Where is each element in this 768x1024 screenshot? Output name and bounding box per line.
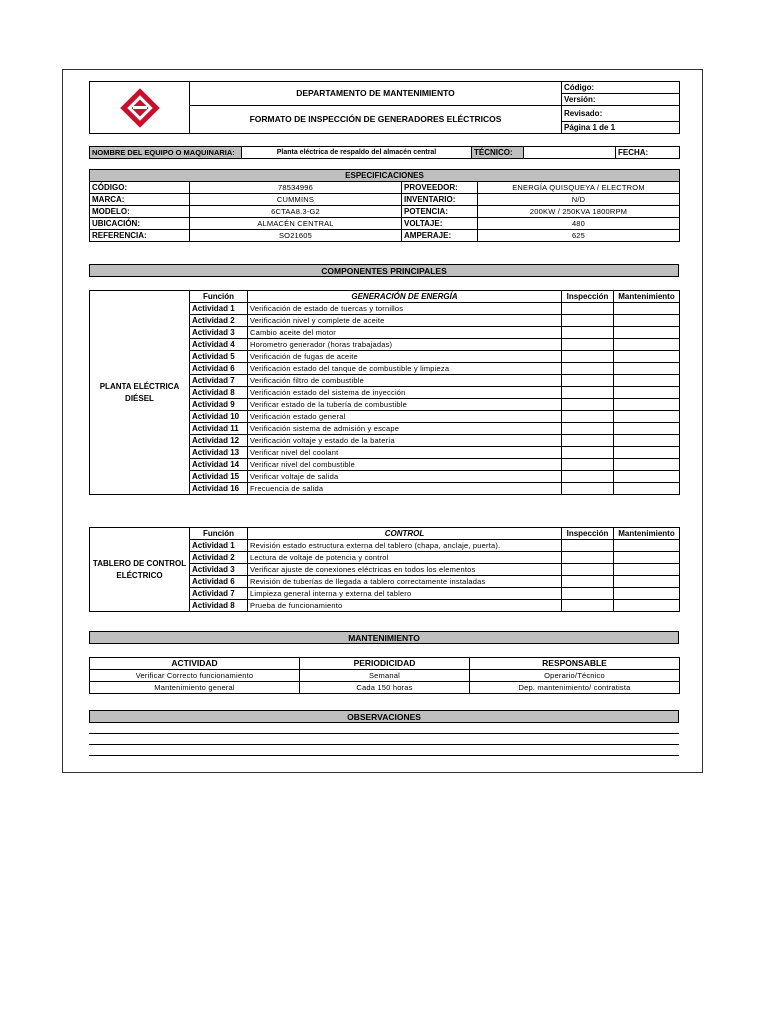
spec-row bbox=[90, 206, 680, 218]
mantenimiento-check-cell[interactable] bbox=[614, 540, 680, 552]
spec-label: MODELO: bbox=[90, 206, 190, 218]
department-title: DEPARTAMENTO DE MANTENIMIENTO bbox=[190, 82, 562, 106]
mantenimiento-check-cell[interactable] bbox=[614, 327, 680, 339]
mantenimiento-column-header: ACTIVIDAD bbox=[90, 658, 300, 670]
activity-label: Actividad 6 bbox=[190, 363, 248, 375]
planta-mantenimiento-header: Mantenimiento bbox=[614, 291, 680, 303]
tablero-mantenimiento-header: Mantenimiento bbox=[614, 528, 680, 540]
activity-description: Verificación filtro de combustible bbox=[248, 375, 562, 387]
inspection-form bbox=[62, 69, 703, 773]
activity-description: Prueba de funcionamiento bbox=[248, 600, 562, 612]
activity-description: Verificar voltaje de salida bbox=[248, 471, 562, 483]
inspeccion-check-cell[interactable] bbox=[562, 351, 614, 363]
inspeccion-check-cell[interactable] bbox=[562, 471, 614, 483]
mantenimiento-check-cell[interactable] bbox=[614, 435, 680, 447]
activity-label: Actividad 8 bbox=[190, 387, 248, 399]
activity-label: Actividad 1 bbox=[190, 303, 248, 315]
mantenimiento-cell: Cada 150 horas bbox=[300, 682, 470, 694]
mantenimiento-check-cell[interactable] bbox=[614, 588, 680, 600]
inspeccion-check-cell[interactable] bbox=[562, 315, 614, 327]
mantenimiento-check-cell[interactable] bbox=[614, 411, 680, 423]
activity-label: Actividad 16 bbox=[190, 483, 248, 495]
mantenimiento-check-cell[interactable] bbox=[614, 351, 680, 363]
activity-label: Actividad 12 bbox=[190, 435, 248, 447]
activity-label: Actividad 15 bbox=[190, 471, 248, 483]
activity-description: Verificación nivel y complete de aceite bbox=[248, 315, 562, 327]
inspeccion-check-cell[interactable] bbox=[562, 459, 614, 471]
spec-value: SO21605 bbox=[190, 230, 402, 242]
inspeccion-check-cell[interactable] bbox=[562, 552, 614, 564]
mantenimiento-check-cell[interactable] bbox=[614, 483, 680, 495]
activity-description: Horometro generador (horas trabajadas) bbox=[248, 339, 562, 351]
mantenimiento-check-cell[interactable] bbox=[614, 363, 680, 375]
inspeccion-check-cell[interactable] bbox=[562, 399, 614, 411]
spec-row bbox=[90, 182, 680, 194]
mantenimiento-check-cell[interactable] bbox=[614, 552, 680, 564]
planta-funcion-header: Función bbox=[190, 291, 248, 303]
activity-label: Actividad 13 bbox=[190, 447, 248, 459]
form-title: FORMATO DE INSPECCIÓN DE GENERADORES ELÉCTRICOS bbox=[190, 106, 562, 134]
equipment-name-value: Planta eléctrica de respaldo del almacén central bbox=[242, 147, 472, 159]
logo-cell bbox=[90, 82, 190, 134]
spec-row bbox=[90, 218, 680, 230]
observaciones-line[interactable] bbox=[89, 745, 679, 756]
tablero-funcion-header: Función bbox=[190, 528, 248, 540]
mantenimiento-table bbox=[89, 657, 679, 694]
inspeccion-check-cell[interactable] bbox=[562, 423, 614, 435]
activity-label: Actividad 14 bbox=[190, 459, 248, 471]
observaciones-lines[interactable] bbox=[89, 723, 679, 756]
specs-section bbox=[89, 169, 679, 242]
mantenimiento-check-cell[interactable] bbox=[614, 447, 680, 459]
tecnico-label: TÉCNICO: bbox=[472, 147, 524, 159]
spec-value: 480 bbox=[478, 218, 680, 230]
mantenimiento-check-cell[interactable] bbox=[614, 387, 680, 399]
inspeccion-check-cell[interactable] bbox=[562, 387, 614, 399]
tablero-inspeccion-header: Inspección bbox=[562, 528, 614, 540]
spec-value: CUMMINS bbox=[190, 194, 402, 206]
activity-description: Verificación estado general bbox=[248, 411, 562, 423]
mantenimiento-check-cell[interactable] bbox=[614, 303, 680, 315]
spec-label: CÓDIGO: bbox=[90, 182, 190, 194]
inspeccion-check-cell[interactable] bbox=[562, 588, 614, 600]
spec-label: PROVEEDOR: bbox=[402, 182, 478, 194]
activity-description: Verificar nivel del coolant bbox=[248, 447, 562, 459]
observaciones-title: OBSERVACIONES bbox=[89, 710, 679, 723]
mantenimiento-check-cell[interactable] bbox=[614, 375, 680, 387]
inspeccion-check-cell[interactable] bbox=[562, 327, 614, 339]
mantenimiento-header-row bbox=[90, 658, 680, 670]
inspeccion-check-cell[interactable] bbox=[562, 483, 614, 495]
mantenimiento-check-cell[interactable] bbox=[614, 471, 680, 483]
spec-value: N/D bbox=[478, 194, 680, 206]
mantenimiento-title: MANTENIMIENTO bbox=[89, 631, 679, 644]
activity-description: Revisión estado estructura externa del tablero (chapa, anclaje, puerta). bbox=[248, 540, 562, 552]
mantenimiento-column-header: RESPONSABLE bbox=[470, 658, 680, 670]
mantenimiento-cell: Dep. mantenimiento/ contratista bbox=[470, 682, 680, 694]
equipment-name-label: NOMBRE DEL EQUIPO O MAQUINARIA: bbox=[90, 147, 242, 159]
activity-label: Actividad 2 bbox=[190, 552, 248, 564]
mantenimiento-cell: Operario/Técnico bbox=[470, 670, 680, 682]
planta-section-header: GENERACIÓN DE ENERGÍA bbox=[248, 291, 562, 303]
activity-description: Verificación estado del sistema de inyección bbox=[248, 387, 562, 399]
activity-description: Verificación voltaje y estado de la batería bbox=[248, 435, 562, 447]
spec-value: 6CTAA8.3-G2 bbox=[190, 206, 402, 218]
planta-section bbox=[89, 290, 679, 495]
activity-label: Actividad 10 bbox=[190, 411, 248, 423]
revisado-label: Revisado: bbox=[562, 106, 680, 122]
spec-label: INVENTARIO: bbox=[402, 194, 478, 206]
tablero-section-header: CONTROL bbox=[248, 528, 562, 540]
activity-description: Limpieza general interna y externa del tablero bbox=[248, 588, 562, 600]
mantenimiento-column-header: PERIODICIDAD bbox=[300, 658, 470, 670]
observaciones-line[interactable] bbox=[89, 734, 679, 745]
mantenimiento-check-cell[interactable] bbox=[614, 315, 680, 327]
inspeccion-check-cell[interactable] bbox=[562, 339, 614, 351]
activity-description: Cambio aceite del motor bbox=[248, 327, 562, 339]
mantenimiento-check-cell[interactable] bbox=[614, 600, 680, 612]
inspeccion-check-cell[interactable] bbox=[562, 576, 614, 588]
spec-value: ENERGÍA QUISQUEYA / ELECTROM bbox=[478, 182, 680, 194]
spec-label: POTENCIA: bbox=[402, 206, 478, 218]
activity-label: Actividad 5 bbox=[190, 351, 248, 363]
spec-value: 200KW / 250KVA 1800RPM bbox=[478, 206, 680, 218]
spec-value: 625 bbox=[478, 230, 680, 242]
inspeccion-check-cell[interactable] bbox=[562, 600, 614, 612]
inspeccion-check-cell[interactable] bbox=[562, 564, 614, 576]
spec-label: REFERENCIA: bbox=[90, 230, 190, 242]
componentes-title: COMPONENTES PRINCIPALES bbox=[89, 264, 679, 277]
activity-description: Verificar ajuste de conexiones eléctricas en todos los elementos bbox=[248, 564, 562, 576]
activity-label: Actividad 6 bbox=[190, 576, 248, 588]
tablero-section bbox=[89, 527, 679, 612]
activity-label: Actividad 8 bbox=[190, 600, 248, 612]
mantenimiento-check-cell[interactable] bbox=[614, 564, 680, 576]
activity-description: Verificar nivel del combustible bbox=[248, 459, 562, 471]
activity-description: Revisión de tuberías de llegada a tablero correctamente instaladas bbox=[248, 576, 562, 588]
activity-label: Actividad 3 bbox=[190, 564, 248, 576]
planta-inspeccion-header: Inspección bbox=[562, 291, 614, 303]
activity-description: Lectura de voltaje de potencia y control bbox=[248, 552, 562, 564]
equipment-row bbox=[89, 146, 679, 159]
spec-value: ALMACÉN CENTRAL bbox=[190, 218, 402, 230]
activity-label: Actividad 3 bbox=[190, 327, 248, 339]
spec-row bbox=[90, 194, 680, 206]
mantenimiento-check-cell[interactable] bbox=[614, 339, 680, 351]
mantenimiento-cell: Semanal bbox=[300, 670, 470, 682]
activity-description: Verificación de estado de tuercas y tornillos bbox=[248, 303, 562, 315]
spec-label: VOLTAJE: bbox=[402, 218, 478, 230]
inspeccion-check-cell[interactable] bbox=[562, 447, 614, 459]
activity-description: Frecuencia de salida bbox=[248, 483, 562, 495]
spec-label: UBICACIÓN: bbox=[90, 218, 190, 230]
mantenimiento-check-cell[interactable] bbox=[614, 423, 680, 435]
form-header bbox=[89, 81, 679, 134]
specs-title: ESPECIFICACIONES bbox=[90, 170, 680, 182]
activity-label: Actividad 7 bbox=[190, 375, 248, 387]
activity-label: Actividad 7 bbox=[190, 588, 248, 600]
inspeccion-check-cell[interactable] bbox=[562, 303, 614, 315]
inspeccion-check-cell[interactable] bbox=[562, 363, 614, 375]
mantenimiento-cell: Verificar Correcto funcionamiento bbox=[90, 670, 300, 682]
mantenimiento-row bbox=[90, 670, 680, 682]
observaciones-line[interactable] bbox=[89, 723, 679, 734]
codigo-label: Código: bbox=[562, 82, 680, 94]
company-logo-icon bbox=[92, 82, 187, 133]
inspeccion-check-cell[interactable] bbox=[562, 411, 614, 423]
mantenimiento-check-cell[interactable] bbox=[614, 399, 680, 411]
version-label: Versión: bbox=[562, 94, 680, 106]
inspeccion-check-cell[interactable] bbox=[562, 375, 614, 387]
activity-label: Actividad 11 bbox=[190, 423, 248, 435]
tecnico-field[interactable] bbox=[524, 147, 616, 159]
activity-description: Verificación de fugas de aceite bbox=[248, 351, 562, 363]
fecha-label: FECHA: bbox=[616, 147, 680, 159]
activity-description: Verificación estado del tanque de combustible y limpieza bbox=[248, 363, 562, 375]
mantenimiento-check-cell[interactable] bbox=[614, 459, 680, 471]
mantenimiento-check-cell[interactable] bbox=[614, 576, 680, 588]
activity-description: Verificación sistema de admisión y escape bbox=[248, 423, 562, 435]
inspeccion-check-cell[interactable] bbox=[562, 435, 614, 447]
inspeccion-check-cell[interactable] bbox=[562, 540, 614, 552]
spec-label: AMPERAJE: bbox=[402, 230, 478, 242]
activity-label: Actividad 4 bbox=[190, 339, 248, 351]
mantenimiento-row bbox=[90, 682, 680, 694]
spec-row bbox=[90, 230, 680, 242]
activity-description: Verificar estado de la tubería de combustible bbox=[248, 399, 562, 411]
mantenimiento-cell: Mantenimiento general bbox=[90, 682, 300, 694]
tablero-label: TABLERO DE CONTROL ELÉCTRICO bbox=[90, 528, 190, 612]
spec-value: 78534996 bbox=[190, 182, 402, 194]
activity-label: Actividad 2 bbox=[190, 315, 248, 327]
pagina-label: Página 1 de 1 bbox=[562, 122, 680, 134]
spec-label: MARCA: bbox=[90, 194, 190, 206]
activity-label: Actividad 9 bbox=[190, 399, 248, 411]
planta-label: PLANTA ELÉCTRICA DIÉSEL bbox=[90, 291, 190, 495]
activity-label: Actividad 1 bbox=[190, 540, 248, 552]
